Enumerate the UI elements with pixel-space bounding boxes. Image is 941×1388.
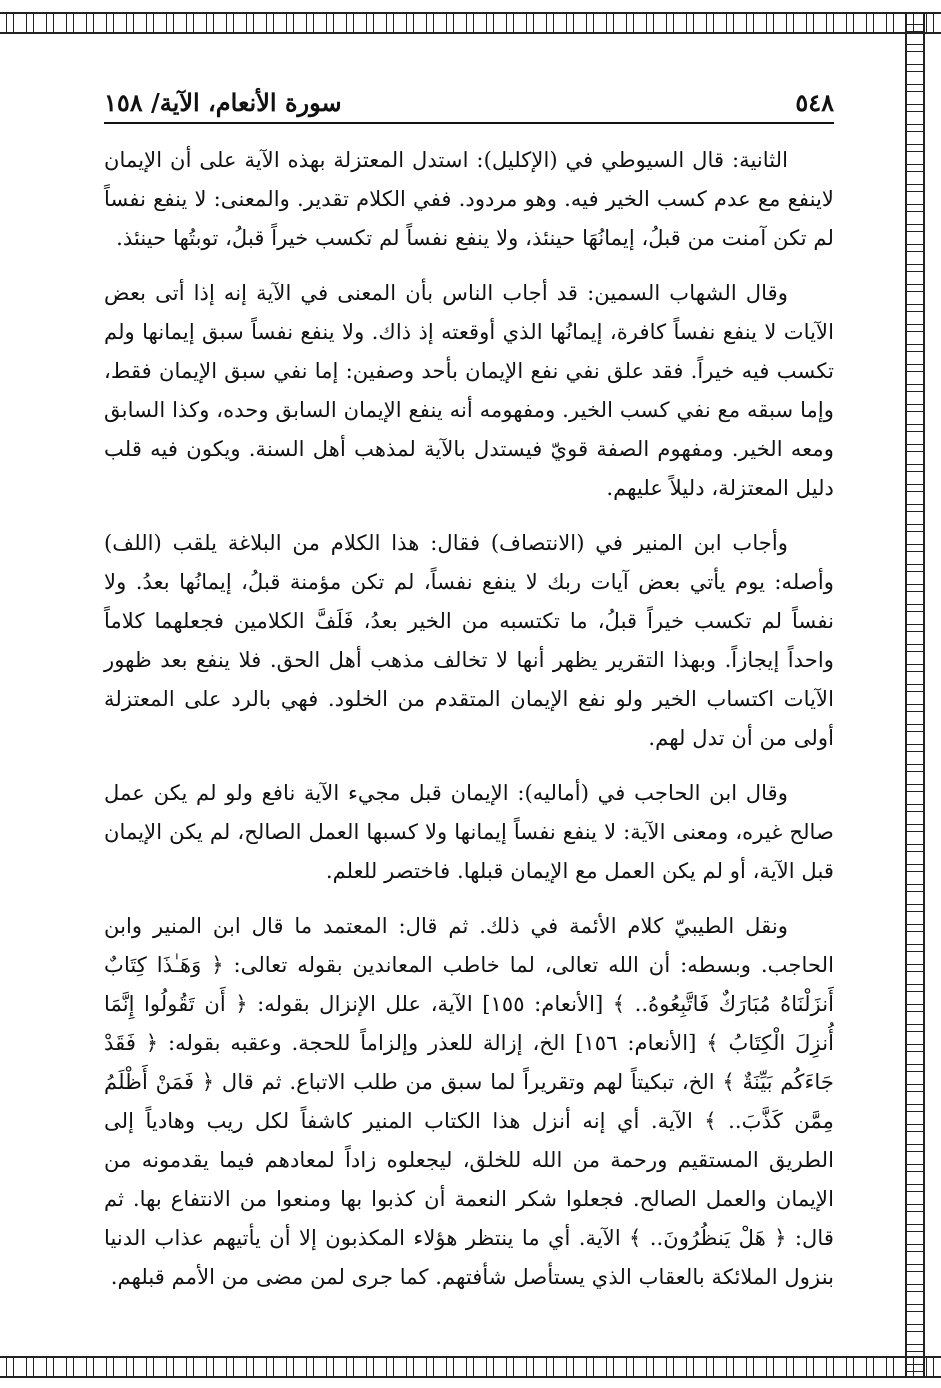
paragraph-3: وأجاب ابن المنير في (الانتصاف) فقال: هذا الكلام من البلاغة يلقب (اللف) وأصله: يوم يأتي بعض آيات ربك لا ينفع نفساً، لم تكن مؤمنة قبلُ، إيمانُها بعدُ. ولا نفساً لم تكسب خيراً قبلُ، ما تكتسبه من الخير بعدُ، فَلَفَّ الكلامين فجعلهما كلاماً واحداً إيجازاً. وبهذا التقرير يظهر أنها لا تخالف مذهب أهل الحق. فلا ينفع بعد ظهور الآيات اكتساب الخير ولو نفع الإيمان المتقدم من الخلود. فهي بالرد على المعتزلة أولى من أن تدل لهم. (104, 530, 834, 750)
paragraph-5: ونقل الطيبيّ كلام الأئمة في ذلك. ثم قال: المعتمد ما قال ابن المنير وابن الحاجب. وبسطه: أن الله تعالى، لما خاطب المعاندين بقوله تعالى: ﴿ وَهَـٰذَا كِتَابٌ أَنزَلْنَاهُ مُبَارَكٌ فَاتَّبِعُوهُ.. ﴾ [الأنعام: ١٥٥] الآية، علل الإنزال بقوله: ﴿ أَن تَقُولُوا إِنَّمَا أُنزِلَ الْكِتَابُ ﴾ [الأنعام: ١٥٦] الخ، إزالة للعذر وإلزاماً للحجة. وعقبه بقوله: ﴿ فَقَدْ جَاءَكُم بَيِّنَةٌ ﴾ الخ، تبكيتاً لهم وتقريراً لما سبق من طلب الاتباع. ثم قال ﴿ فَمَنْ أَظْلَمُ مِمَّن كَذَّبَ.. ﴾ الآية. أي إنه أنزل هذا الكتاب المنير كاشفاً لكل ريب وهادياً إلى الطريق المستقيم ورحمة من الله للخلق، ليجعلوه زاداً لمعادهم فيما يقدمونه من الإيمان والعمل الصالح. فجعلوا شكر النعمة أن كذبوا بها ومنعوا من الانتفاع بها. ثم قال: ﴿ هَلْ يَنظُرُونَ.. ﴾ الآية. أي ما ينتظر هؤلاء المكذبون إلا أن يأتيهم عذاب الدنيا بنزول الملائكة بالعقاب الذي يستأصل شأفتهم. كما جرى لمن مضى من الأمم قبلهم. (104, 913, 834, 1289)
right-ornamental-border (905, 12, 925, 1378)
page-header (104, 82, 834, 122)
paragraph-1: الثانية: قال السيوطي في (الإكليل): استدل المعتزلة بهذه الآية على أن الإيمان لاينفع مع عدم كسب الخير فيه. وهو مردود. ففي الكلام تقدير. والمعنى: لا ينفع نفساً لم تكن آمنت من قبلُ، إيمانُهَا حينئذ، ولا ينفع نفساً لم تكسب خيراً قبلُ، توبتُها حينئذ. (104, 147, 834, 250)
running-title: سورة الأنعام، الآية/ ١٥٨ (104, 87, 342, 117)
header-divider (104, 122, 834, 124)
paragraph-4: وقال ابن الحاجب في (أماليه): الإيمان قبل مجيء الآية نافع ولو لم يكن عمل صالح غيره، ومعنى الآية: لا ينفع نفساً إيمانها ولا كسبها العمل الصالح، لم يكن الإيمان قبل الآية، أو لم يكن العمل مع الإيمان قبلها. فاختصر للعلم. (104, 780, 834, 883)
bottom-ornamental-border (0, 1356, 941, 1378)
body-text (104, 140, 834, 1290)
paragraph-2: وقال الشهاب السمين: قد أجاب الناس بأن المعنى في الآية إنه إذا أتى بعض الآيات لا ينفع نفساً كافرة، إيمانُها الذي أوقعته إذ ذاك. ولا ينفع نفساً سبق إيمانها ولم تكسب فيه خيراً. فقد علق نفي نفع الإيمان بأحد وصفين: إما نفي سبق الإيمان فقط، وإما سبقه مع نفي كسب الخير. ومفهومه أنه ينفع الإيمان السابق وحده، وكذا السابق ومعه الخير. ومفهوم الصفة قويّ فيستدل بالآية لمذهب أهل السنة. ويكون فيه قلب دليل المعتزلة، دليلاً عليهم. (104, 280, 834, 500)
page-number: ٥٤٨ (795, 87, 834, 117)
top-ornamental-border (0, 12, 941, 34)
